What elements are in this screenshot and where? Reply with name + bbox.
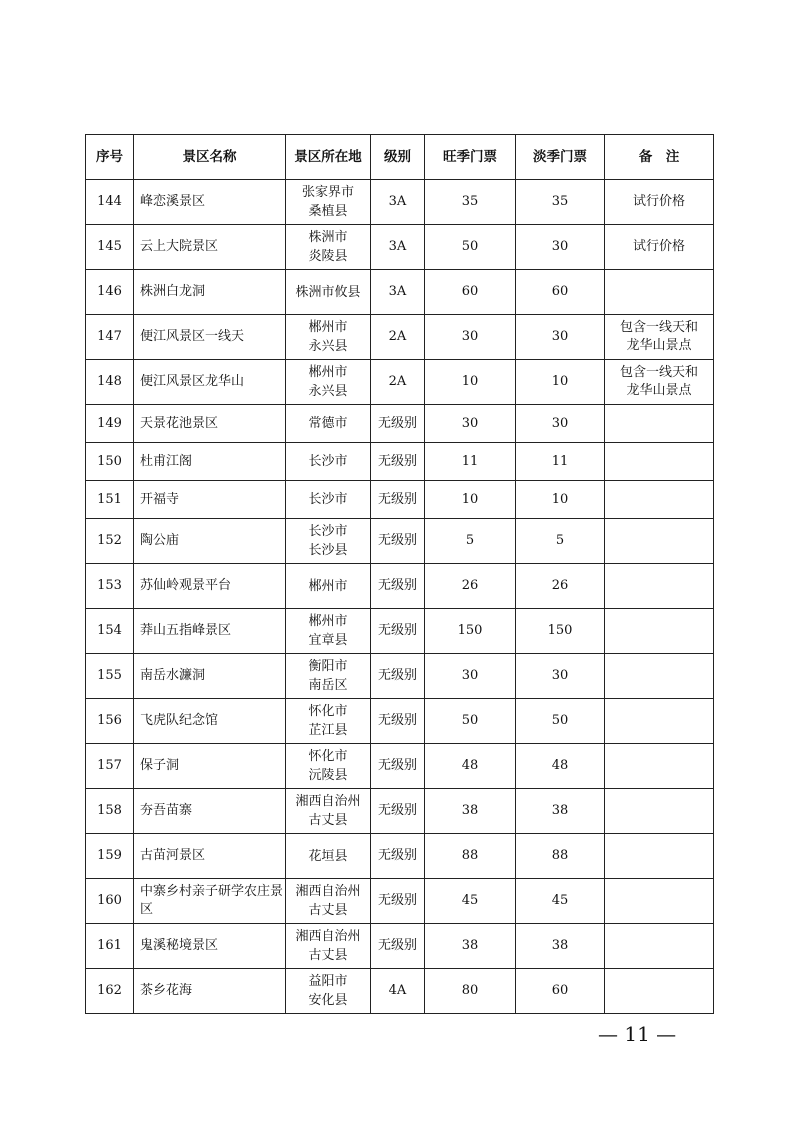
cell-note: [605, 654, 714, 699]
cell-off: [516, 225, 605, 270]
cell-peak: [425, 315, 516, 360]
cell-name: [134, 225, 286, 270]
cell-peak: [425, 481, 516, 519]
location-line: 郴州市: [308, 578, 348, 594]
cell-no: [86, 654, 134, 699]
cell-level: [371, 481, 425, 519]
cell-no: [86, 443, 134, 481]
row-number: 145: [97, 239, 122, 254]
cell-name: [134, 924, 286, 969]
cell-off: [516, 654, 605, 699]
cell-level: [371, 180, 425, 225]
note-line: 包含一线天和: [619, 365, 698, 380]
cell-off: [516, 180, 605, 225]
cell-peak: [425, 924, 516, 969]
location-line: 炎陵县: [308, 249, 348, 264]
table-header-row: [86, 135, 714, 180]
peak-ticket-price: 48: [461, 758, 479, 773]
location-line: 益阳市: [308, 974, 348, 989]
row-number: 144: [97, 194, 122, 209]
table-row: [86, 360, 714, 405]
location-line: 郴州市: [308, 614, 348, 629]
scenic-level: 无级别: [377, 623, 417, 638]
scenic-name: 中寨乡村亲子研学农庄景区: [140, 884, 284, 917]
cell-name: [134, 360, 286, 405]
cell-off: [516, 834, 605, 879]
row-number: 162: [97, 983, 122, 998]
cell-off: [516, 564, 605, 609]
row-number: 158: [97, 803, 122, 818]
cell-off: [516, 969, 605, 1014]
scenic-name: 便江风景区龙华山: [140, 374, 245, 389]
cell-peak: [425, 609, 516, 654]
table-row: [86, 969, 714, 1014]
location-line: 湘西自治州: [295, 929, 361, 944]
cell-peak: [425, 405, 516, 443]
cell-note: [605, 744, 714, 789]
row-number: 149: [97, 415, 122, 431]
cell-off: [516, 443, 605, 481]
peak-ticket-price: 10: [461, 374, 479, 389]
row-number: 153: [97, 578, 122, 593]
cell-note: [605, 443, 714, 481]
cell-no: [86, 744, 134, 789]
table-row: [86, 834, 714, 879]
cell-off: [516, 924, 605, 969]
peak-ticket-price: 38: [461, 938, 479, 953]
peak-ticket-price: 60: [461, 284, 479, 299]
location-line: 芷江县: [308, 723, 348, 738]
off-ticket-price: 38: [551, 803, 569, 818]
scenic-name: 陶公庙: [140, 533, 180, 548]
peak-ticket-price: 150: [457, 623, 483, 638]
scenic-level: 2A: [388, 374, 407, 389]
table-body: [86, 180, 714, 1014]
off-ticket-price: 150: [547, 623, 573, 638]
cell-name: [134, 443, 286, 481]
cell-note: [605, 789, 714, 834]
cell-peak: [425, 180, 516, 225]
cell-level: [371, 405, 425, 443]
cell-off: [516, 744, 605, 789]
table-row: [86, 180, 714, 225]
cell-note: [605, 834, 714, 879]
cell-level: [371, 270, 425, 315]
cell-peak: [425, 564, 516, 609]
table-row: [86, 744, 714, 789]
cell-note: [605, 315, 714, 360]
location-line: 株洲市攸县: [295, 284, 361, 300]
off-ticket-price: 35: [551, 194, 569, 209]
cell-no: [86, 789, 134, 834]
scenic-level: 无级别: [377, 668, 417, 683]
cell-name: [134, 180, 286, 225]
cell-name: [134, 405, 286, 443]
row-number: 156: [97, 713, 122, 728]
header-peak-ticket: 旺季门票: [425, 135, 516, 180]
cell-peak: [425, 270, 516, 315]
cell-level: [371, 443, 425, 481]
scenic-level: 无级别: [377, 848, 417, 863]
scenic-name: 南岳水濂洞: [140, 668, 206, 683]
peak-ticket-price: 50: [461, 239, 479, 254]
scenic-name: 便江风景区一线天: [140, 329, 245, 344]
cell-note: [605, 879, 714, 924]
peak-ticket-price: 5: [465, 533, 475, 548]
cell-location: [286, 519, 371, 564]
cell-no: [86, 519, 134, 564]
cell-name: [134, 609, 286, 654]
off-ticket-price: 50: [551, 713, 569, 728]
cell-name: [134, 879, 286, 924]
cell-note: [605, 924, 714, 969]
off-ticket-price: 11: [551, 453, 569, 469]
cell-off: [516, 519, 605, 564]
cell-peak: [425, 789, 516, 834]
peak-ticket-price: 30: [461, 415, 479, 431]
table-row: [86, 270, 714, 315]
cell-no: [86, 360, 134, 405]
cell-no: [86, 924, 134, 969]
scenic-name: 开福寺: [140, 491, 180, 507]
cell-off: [516, 789, 605, 834]
row-number: 155: [97, 668, 122, 683]
cell-name: [134, 270, 286, 315]
cell-level: [371, 654, 425, 699]
peak-ticket-price: 11: [461, 453, 479, 469]
off-ticket-price: 10: [551, 374, 569, 389]
cell-level: [371, 699, 425, 744]
note-line: 试行价格: [632, 239, 685, 254]
cell-no: [86, 405, 134, 443]
note-line: 龙华山景点: [626, 383, 692, 398]
location-line: 长沙县: [308, 543, 348, 558]
table-row: [86, 654, 714, 699]
header-no: 序号: [86, 135, 134, 180]
cell-off: [516, 360, 605, 405]
table-row: [86, 789, 714, 834]
cell-location: [286, 654, 371, 699]
scenic-level: 无级别: [377, 938, 417, 953]
cell-level: [371, 879, 425, 924]
location-line: 南岳区: [308, 678, 348, 693]
cell-location: [286, 315, 371, 360]
scenic-level: 无级别: [377, 758, 417, 773]
peak-ticket-price: 50: [461, 713, 479, 728]
row-number: 148: [97, 374, 122, 389]
cell-peak: [425, 519, 516, 564]
table-row: [86, 519, 714, 564]
location-line: 宜章县: [308, 633, 348, 648]
peak-ticket-price: 88: [461, 848, 479, 863]
cell-level: [371, 609, 425, 654]
cell-note: [605, 405, 714, 443]
peak-ticket-price: 10: [461, 491, 479, 507]
location-line: 长沙市: [308, 524, 348, 539]
row-number: 151: [97, 491, 122, 507]
location-line: 郴州市: [308, 365, 348, 380]
scenic-name: 苏仙岭观景平台: [140, 578, 232, 593]
location-line: 安化县: [308, 993, 348, 1008]
cell-level: [371, 924, 425, 969]
cell-off: [516, 699, 605, 744]
table-row: [86, 443, 714, 481]
off-ticket-price: 88: [551, 848, 569, 863]
cell-no: [86, 225, 134, 270]
cell-note: [605, 969, 714, 1014]
scenic-level: 无级别: [377, 893, 417, 908]
location-line: 湘西自治州: [295, 884, 361, 899]
scenic-name: 茶乡花海: [140, 983, 193, 998]
cell-location: [286, 481, 371, 519]
cell-level: [371, 315, 425, 360]
cell-no: [86, 481, 134, 519]
location-line: 长沙市: [308, 454, 348, 469]
note-line: 试行价格: [632, 194, 685, 209]
location-line: 沅陵县: [308, 768, 348, 783]
row-number: 152: [97, 533, 122, 548]
peak-ticket-price: 30: [461, 668, 479, 683]
scenic-name: 莽山五指峰景区: [140, 623, 232, 638]
location-line: 长沙市: [308, 492, 348, 507]
off-ticket-price: 60: [551, 284, 569, 299]
scenic-level: 3A: [388, 284, 407, 299]
scenic-name: 夯吾苗寨: [140, 803, 193, 818]
row-number: 147: [97, 329, 122, 344]
header-note: 备 注: [605, 135, 714, 180]
location-line: 怀化市: [308, 704, 348, 719]
off-ticket-price: 26: [551, 578, 569, 593]
table-row: [86, 879, 714, 924]
scenic-level: 无级别: [377, 803, 417, 818]
cell-name: [134, 744, 286, 789]
off-ticket-price: 60: [551, 983, 569, 998]
cell-location: [286, 270, 371, 315]
location-line: 古丈县: [308, 813, 348, 828]
cell-no: [86, 609, 134, 654]
cell-peak: [425, 360, 516, 405]
cell-level: [371, 789, 425, 834]
location-line: 永兴县: [308, 384, 348, 399]
cell-no: [86, 180, 134, 225]
cell-note: [605, 225, 714, 270]
location-line: 郴州市: [308, 320, 348, 335]
scenic-name: 峰恋溪景区: [140, 194, 206, 209]
cell-name: [134, 654, 286, 699]
scenic-level: 无级别: [377, 453, 417, 469]
cell-peak: [425, 744, 516, 789]
scenic-level: 无级别: [377, 713, 417, 728]
cell-peak: [425, 654, 516, 699]
row-number: 157: [97, 758, 122, 773]
location-line: 张家界市: [301, 185, 354, 200]
header-location: 景区所在地: [286, 135, 371, 180]
scenic-name: 云上大院景区: [140, 239, 219, 254]
cell-off: [516, 270, 605, 315]
cell-location: [286, 879, 371, 924]
scenic-level: 无级别: [377, 578, 417, 593]
off-ticket-price: 48: [551, 758, 569, 773]
cell-note: [605, 699, 714, 744]
table-row: [86, 225, 714, 270]
off-ticket-price: 5: [555, 533, 565, 548]
scenic-price-table: [85, 134, 714, 1014]
cell-level: [371, 360, 425, 405]
cell-location: [286, 789, 371, 834]
cell-peak: [425, 699, 516, 744]
scenic-level: 4A: [388, 983, 407, 998]
scenic-name: 株洲白龙洞: [140, 284, 206, 299]
cell-location: [286, 924, 371, 969]
cell-no: [86, 969, 134, 1014]
cell-level: [371, 744, 425, 789]
location-line: 怀化市: [308, 749, 348, 764]
cell-location: [286, 360, 371, 405]
table-row: [86, 609, 714, 654]
scenic-level: 无级别: [377, 491, 417, 507]
cell-level: [371, 969, 425, 1014]
cell-location: [286, 180, 371, 225]
scenic-level: 无级别: [377, 415, 417, 431]
table-row: [86, 481, 714, 519]
scenic-level: 无级别: [377, 533, 417, 548]
cell-peak: [425, 969, 516, 1014]
row-number: 161: [97, 938, 122, 953]
header-name: 景区名称: [134, 135, 286, 180]
off-ticket-price: 45: [551, 893, 569, 908]
scenic-name: 天景花池景区: [140, 415, 219, 431]
cell-name: [134, 481, 286, 519]
location-line: 古丈县: [308, 948, 348, 963]
cell-no: [86, 315, 134, 360]
cell-peak: [425, 834, 516, 879]
cell-name: [134, 789, 286, 834]
table-row: [86, 699, 714, 744]
row-number: 150: [97, 453, 122, 469]
cell-location: [286, 744, 371, 789]
note-line: 包含一线天和: [619, 320, 698, 335]
cell-name: [134, 564, 286, 609]
cell-note: [605, 481, 714, 519]
cell-location: [286, 564, 371, 609]
location-line: 湘西自治州: [295, 794, 361, 809]
location-line: 株洲市: [308, 230, 348, 245]
off-ticket-price: 10: [551, 491, 569, 507]
scenic-name: 保子洞: [140, 758, 180, 773]
header-level: 级别: [371, 135, 425, 180]
cell-off: [516, 879, 605, 924]
cell-level: [371, 834, 425, 879]
note-line: 龙华山景点: [626, 338, 692, 353]
cell-location: [286, 699, 371, 744]
peak-ticket-price: 38: [461, 803, 479, 818]
cell-no: [86, 270, 134, 315]
cell-no: [86, 879, 134, 924]
cell-location: [286, 969, 371, 1014]
scenic-level: 2A: [388, 329, 407, 344]
scenic-level: 3A: [388, 194, 407, 209]
off-ticket-price: 30: [551, 415, 569, 431]
row-number: 154: [97, 623, 122, 638]
location-line: 桑植县: [308, 204, 348, 219]
cell-off: [516, 405, 605, 443]
peak-ticket-price: 26: [461, 578, 479, 593]
cell-location: [286, 443, 371, 481]
peak-ticket-price: 30: [461, 329, 479, 344]
cell-no: [86, 699, 134, 744]
peak-ticket-price: 45: [461, 893, 479, 908]
off-ticket-price: 30: [551, 329, 569, 344]
header-off-ticket: 淡季门票: [516, 135, 605, 180]
cell-off: [516, 315, 605, 360]
cell-note: [605, 564, 714, 609]
location-line: 古丈县: [308, 903, 348, 918]
cell-name: [134, 315, 286, 360]
scenic-name: 杜甫江阁: [140, 453, 193, 469]
cell-no: [86, 564, 134, 609]
cell-note: [605, 360, 714, 405]
cell-note: [605, 270, 714, 315]
cell-name: [134, 519, 286, 564]
scenic-name: 古苗河景区: [140, 848, 206, 863]
cell-peak: [425, 225, 516, 270]
off-ticket-price: 30: [551, 239, 569, 254]
location-line: 常德市: [308, 416, 348, 431]
row-number: 159: [97, 848, 122, 863]
off-ticket-price: 30: [551, 668, 569, 683]
cell-name: [134, 969, 286, 1014]
scenic-name: 飞虎队纪念馆: [140, 713, 219, 728]
peak-ticket-price: 80: [461, 983, 479, 998]
location-line: 永兴县: [308, 339, 348, 354]
scenic-name: 鬼溪秘境景区: [140, 938, 219, 953]
table-row: [86, 564, 714, 609]
peak-ticket-price: 35: [461, 194, 479, 209]
cell-note: [605, 609, 714, 654]
cell-note: [605, 180, 714, 225]
row-number: 160: [97, 893, 122, 908]
off-ticket-price: 38: [551, 938, 569, 953]
location-line: 花垣县: [308, 848, 348, 864]
cell-location: [286, 225, 371, 270]
cell-location: [286, 405, 371, 443]
row-number: 146: [97, 284, 122, 299]
cell-peak: [425, 443, 516, 481]
scenic-level: 3A: [388, 239, 407, 254]
cell-location: [286, 609, 371, 654]
table-row: [86, 924, 714, 969]
cell-off: [516, 481, 605, 519]
location-line: 衡阳市: [308, 659, 348, 674]
cell-level: [371, 564, 425, 609]
cell-level: [371, 519, 425, 564]
cell-no: [86, 834, 134, 879]
cell-peak: [425, 879, 516, 924]
table-row: [86, 405, 714, 443]
cell-note: [605, 519, 714, 564]
cell-name: [134, 699, 286, 744]
cell-off: [516, 609, 605, 654]
table-row: [86, 315, 714, 360]
cell-level: [371, 225, 425, 270]
page-number: — 11 —: [598, 1022, 677, 1046]
cell-name: [134, 834, 286, 879]
cell-location: [286, 834, 371, 879]
